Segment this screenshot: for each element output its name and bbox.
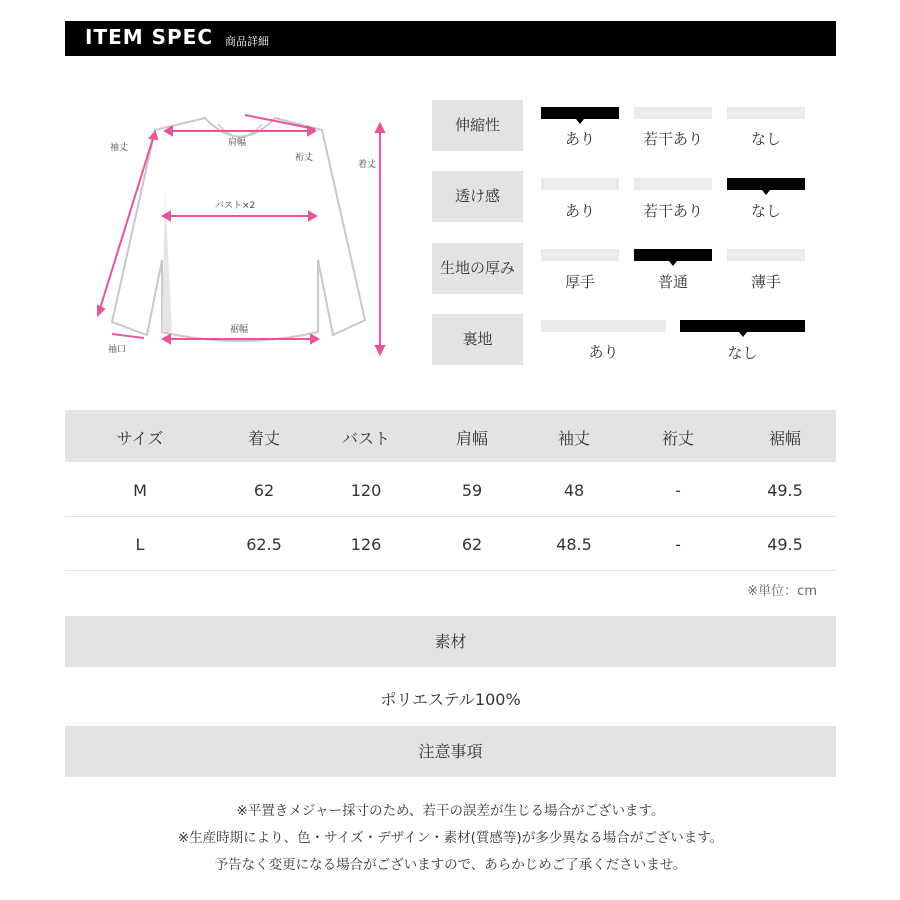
header-title: ITEM SPEC — [85, 25, 214, 49]
attr-stretch-seg-0 — [541, 107, 619, 119]
attr-thickness-seg-2 — [727, 249, 805, 261]
attr-thickness-seg-1 — [634, 249, 712, 261]
attr-lining-seg-1 — [680, 320, 805, 332]
attr-thickness-opt-2: 薄手 — [750, 273, 781, 291]
material-title: 素材 — [65, 616, 836, 667]
label-length: 着丈 — [358, 160, 377, 170]
col-header-length: 着丈 — [247, 429, 280, 448]
unit-note: ※単位：cm — [747, 584, 817, 599]
cuff-arrow — [112, 334, 144, 338]
table-bottom-line — [65, 570, 836, 571]
label-bust: バスト×2 — [215, 201, 256, 211]
attr-label-lining: 裏地 — [432, 314, 523, 365]
row-m-hem: 49.5 — [767, 481, 803, 500]
attr-stretch-seg-2 — [727, 107, 805, 119]
notes-title: 注意事項 — [65, 726, 836, 777]
attr-sheer-opt-0: あり — [564, 202, 595, 220]
attr-thickness-opt-0: 厚手 — [564, 273, 595, 291]
row-l-sleeve: 48.5 — [556, 535, 592, 554]
attr-sheer-opt-2: なし — [750, 202, 781, 220]
header-bar — [65, 21, 836, 56]
attr-sheer-seg-2 — [727, 178, 805, 190]
attr-label-sheer: 透け感 — [432, 171, 523, 222]
row-m-yuki: - — [675, 481, 681, 500]
attr-sheer-seg-1 — [634, 178, 712, 190]
attr-stretch-opt-1: 若干あり — [642, 130, 703, 148]
col-header-size: サイズ — [116, 429, 164, 448]
row-m-shoulder: 59 — [461, 481, 483, 500]
row-l-bust: 126 — [350, 535, 382, 554]
attr-thickness-seg-0 — [541, 249, 619, 261]
label-hem: 裾幅 — [230, 325, 249, 335]
attr-stretch-seg-1 — [634, 107, 712, 119]
note-line-1: ※平置きメジャー採寸のため、若干の誤差が生じる場合がございます。 — [236, 803, 665, 819]
label-yuki: 裄丈 — [295, 153, 314, 163]
note-line-3: 予告なく変更になる場合がございますので、あらかじめご了承くださいませ。 — [214, 857, 687, 873]
attr-sheer-seg-0 — [541, 178, 619, 190]
attr-stretch-opt-0: あり — [564, 130, 595, 148]
row-l-shoulder: 62 — [461, 535, 483, 554]
col-header-bust: バスト — [341, 429, 390, 448]
row-m-bust: 120 — [350, 481, 382, 500]
note-line-2: ※生産時期により、色・サイズ・デザイン・素材(質感等)が多少異なる場合がございます。 — [177, 830, 724, 846]
table-divider — [65, 516, 836, 517]
row-l-hem: 49.5 — [767, 535, 803, 554]
attr-label-thickness: 生地の厚み — [432, 243, 523, 294]
col-header-shoulder: 肩幅 — [455, 429, 488, 448]
header-subtitle: 商品詳細 — [225, 35, 269, 48]
label-cuff: 袖口 — [108, 345, 127, 355]
attr-thickness-opt-1: 普通 — [657, 273, 688, 291]
row-l-size: L — [135, 535, 145, 554]
attr-label-stretch: 伸縮性 — [432, 100, 523, 151]
attr-lining-opt-0: あり — [588, 343, 619, 361]
garment-diagram — [90, 110, 400, 360]
label-shoulder: 肩幅 — [228, 138, 247, 148]
label-sleeve: 袖丈 — [110, 143, 129, 153]
col-header-sleeve: 袖丈 — [557, 429, 590, 448]
col-header-hem: 裾幅 — [768, 429, 801, 448]
row-l-length: 62.5 — [246, 535, 282, 554]
row-m-length: 62 — [253, 481, 275, 500]
row-m-sleeve: 48 — [563, 481, 585, 500]
attr-lining-seg-0 — [541, 320, 666, 332]
attr-stretch-opt-2: なし — [750, 130, 781, 148]
attr-sheer-opt-1: 若干あり — [642, 202, 703, 220]
attr-lining-opt-1: なし — [727, 344, 758, 362]
material-value: ポリエステル100% — [380, 690, 521, 709]
row-m-size: M — [133, 481, 147, 500]
col-header-yuki: 裄丈 — [661, 429, 694, 448]
row-l-yuki: - — [675, 535, 681, 554]
